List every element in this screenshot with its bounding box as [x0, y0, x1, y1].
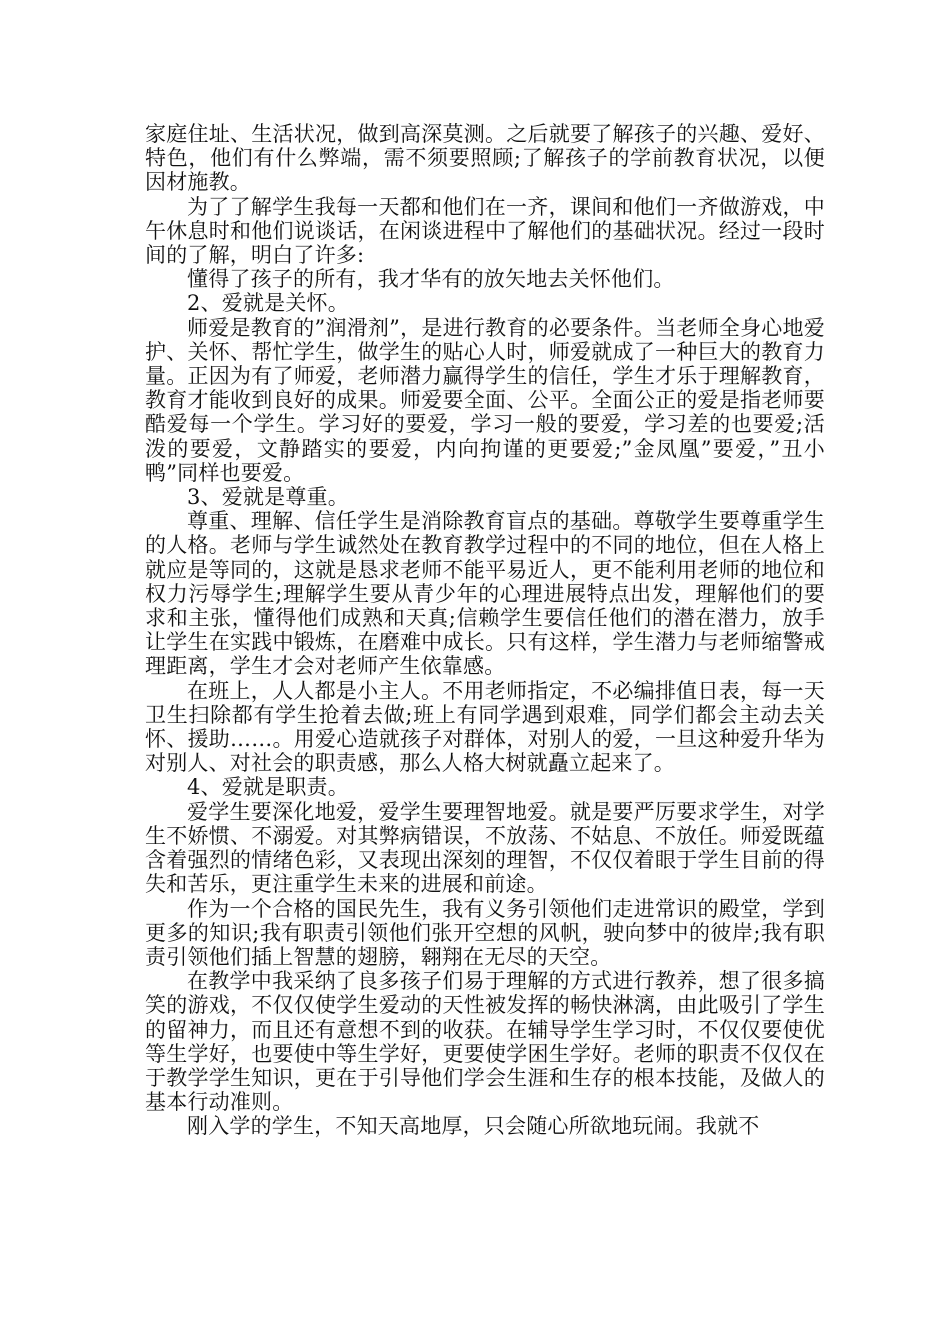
paragraph-4: 师爱是教育的”润滑剂”，是进行教育的必要条件。当老师全身心地爱护、关怀、帮忙学生，做学生的贴心人时，师爱就成了一种巨大的教育力量。正因为有了师爱，老师潜力赢得学生的信任，学生才乐于理解教育，教育才能收到良好的成果。师爱要全面、公平。全面公正的爱是指老师要酷爱每一个学生。学习好的要爱，学习一般的要爱，学习差的也要爱;活泼的要爱，文静踏实的要爱，内向拘谨的更要爱;”金凤凰”要爱，”丑小鸭”同样也要爱。 — [145, 315, 825, 485]
paragraph-5: 尊重、理解、信任学生是消除教育盲点的基础。尊敬学生要尊重学生的人格。老师与学生诚然处在教育教学过程中的不同的地位，但在人格上就应是等同的，这就是恳求老师不能平易近人，更不能利用老师的地位和权力污辱学生;理解学生要从青少年的心理进展特点出发，理解他们的要求和主张，懂得他们成熟和天真;信赖学生要信任他们的潜在潜力，放手让学生在实践中锻炼，在磨难中成长。只有这样，学生潜力与老师缩警戒理距离，学生才会对老师产生依靠感。 — [145, 509, 825, 679]
document-body — [145, 122, 825, 1139]
paragraph-10: 刚入学的学生，不知天高地厚，只会随心所欲地玩闹。我就不 — [187, 1114, 760, 1139]
section-heading-4: 4、爱就是职责。 — [187, 775, 349, 800]
paragraph-1: 家庭住址、生活状况，做到高深莫测。之后就要了解孩子的兴趣、爱好、特色，他们有什么弊端，需不须要照顾;了解孩子的学前教育状况，以便因材施教。 — [145, 122, 825, 195]
section-heading-2: 2、爱就是关怀。 — [187, 291, 349, 316]
section-heading-3: 3、爱就是尊重。 — [187, 485, 349, 510]
paragraph-2: 为了了解学生我每一天都和他们在一齐，课间和他们一齐做游戏，中午休息时和他们说谈话，在闲谈进程中了解他们的基础状况。经过一段时间的了解，明白了许多: — [145, 194, 825, 268]
paragraph-8: 作为一个合格的国民先生，我有义务引领他们走进常识的殿堂，学到更多的知识;我有职责引领他们张开空想的风帆，驶向梦中的彼岸;我有职责引领他们插上智慧的翅膀，翱翔在无尽的天空。 — [145, 896, 825, 969]
paragraph-7: 爱学生要深化地爱，爱学生要理智地爱。就是要严厉要求学生，对学生不娇惯、不溺爱。对其弊病错误，不放荡、不姑息、不放任。师爱既蕴含着强烈的情绪色彩，又表现出深刻的理智，不仅仅着眼于学生目前的得失和苦乐，更注重学生未来的进展和前途。 — [145, 799, 825, 897]
paragraph-3: 懂得了孩子的所有，我才华有的放矢地去关怀他们。 — [187, 267, 675, 292]
paragraph-6: 在班上，人人都是小主人。不用老师指定，不必编排值日表，每一天卫生扫除都有学生抢着去做;班上有同学遇到艰难，同学们都会主动去关怀、援助……。用爱心造就孩子对群体，对别人的爱，一旦这种爱升华为对别人、对社会的职责感，那么人格大树就矗立起来了。 — [145, 678, 825, 776]
paragraph-9: 在教学中我采纳了良多孩子们易于理解的方式进行教养，想了很多搞笑的游戏，不仅仅使学生爱动的天性被发挥的畅快淋漓，由此吸引了学生的留神力，而且还有意想不到的收获。在辅导学生学习时，不仅仅要使优等生学好，也要使中等生学好，更要使学困生学好。老师的职责不仅仅在于教学学生知识，更在于引导他们学会生涯和生存的根本技能，及做人的基本行动准则。 — [145, 969, 825, 1115]
